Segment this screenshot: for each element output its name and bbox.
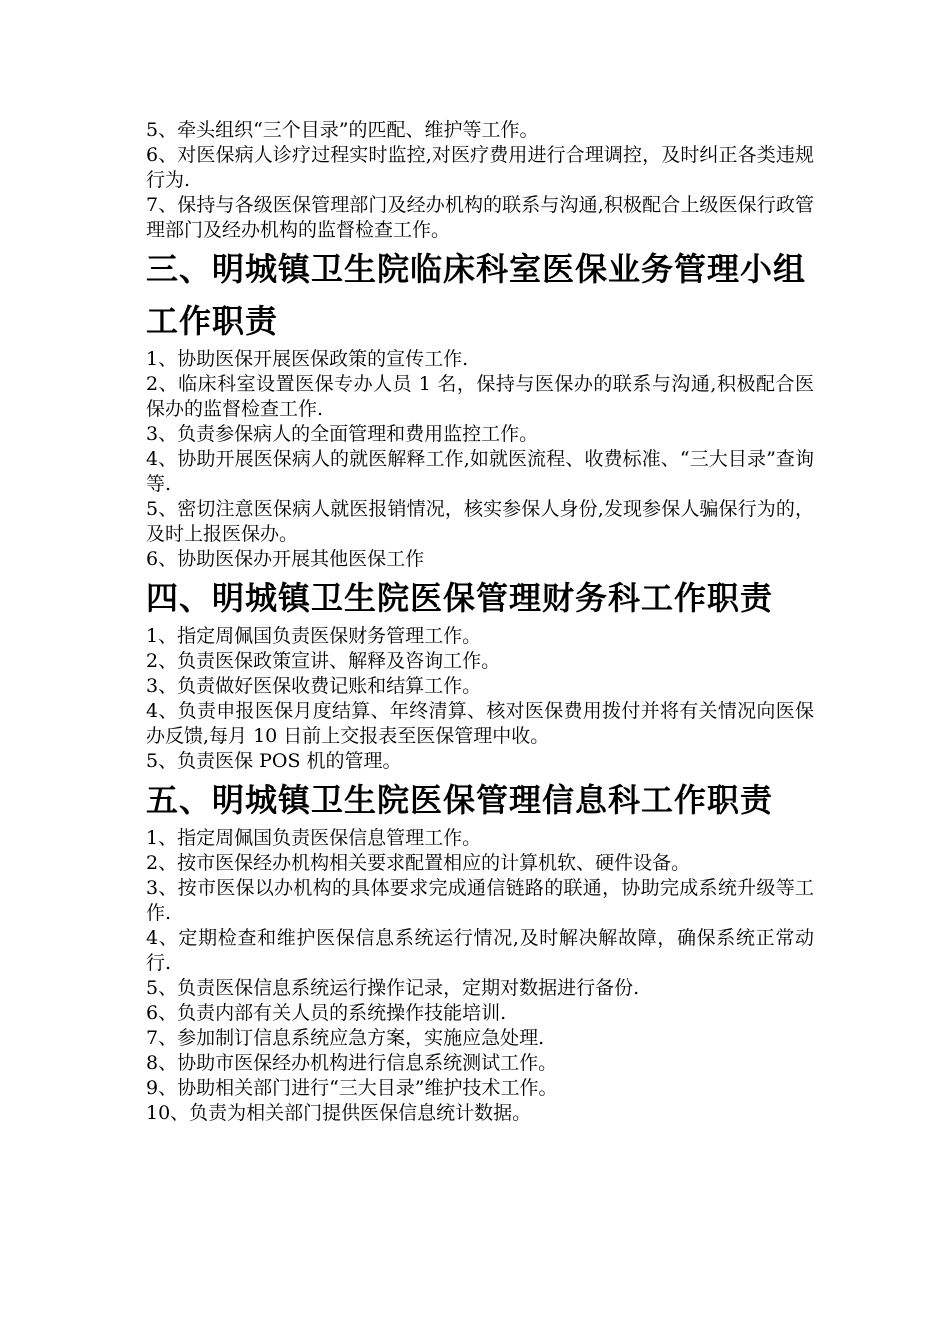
list-item: 4、定期检查和维护医保信息系统运行情况,及时解决解故障，确保系统正常动行. bbox=[146, 927, 814, 974]
list-item: 3、负责参保病人的全面管理和费用监控工作。 bbox=[146, 423, 539, 445]
list-item: 2、临床科室设置医保专办人员 1 名，保持与医保办的联系与沟通,积极配合医保办的监督检查工作. bbox=[146, 373, 814, 420]
list-item: 5、负责医保信息系统运行操作记录，定期对数据进行备份. bbox=[146, 977, 640, 999]
list-item: 2、负责医保政策宣讲、解释及咨询工作。 bbox=[146, 650, 501, 672]
list-item: 9、协助相关部门进行“三大目录”维护技术工作。 bbox=[146, 1077, 558, 1099]
document-page bbox=[146, 118, 814, 1126]
list-item: 3、负责做好医保收费记账和结算工作。 bbox=[146, 675, 482, 697]
intro-item: 6、对医保病人诊疗过程实时监控,对医疗费用进行合理调控，及时纠正各类违规行为. bbox=[146, 144, 814, 191]
list-item: 4、负责申报医保月度结算、年终清算、核对医保费用拨付并将有关情况向医保办反馈,每月 10 日前上交报表至医保管理中收。 bbox=[146, 700, 814, 747]
list-item: 1、指定周佩国负责医保财务管理工作。 bbox=[146, 625, 482, 647]
list-item: 4、协助开展医保病人的就医解释工作,如就医流程、收费标准、“三大目录”查询等. bbox=[146, 448, 814, 495]
list-item: 2、按市医保经办机构相关要求配置相应的计算机软、硬件设备。 bbox=[146, 852, 691, 874]
list-item: 7、参加制订信息系统应急方案，实施应急处理. bbox=[146, 1027, 545, 1049]
list-item: 1、指定周佩国负责医保信息管理工作。 bbox=[146, 827, 482, 849]
intro-item: 5、牵头组织“三个目录”的匹配、维护等工作。 bbox=[146, 119, 539, 141]
list-item: 5、负责医保 POS 机的管理。 bbox=[146, 750, 402, 772]
section-heading: 四、明城镇卫生院医保管理财务科工作职责 bbox=[146, 579, 774, 617]
list-item: 1、协助医保开展医保政策的宣传工作. bbox=[146, 348, 469, 370]
list-item: 3、按市医保以办机构的具体要求完成通信链路的联通，协助完成系统升级等工作. bbox=[146, 877, 814, 924]
list-item: 10、负责为相关部门提供医保信息统计数据。 bbox=[146, 1102, 532, 1124]
section-heading: 五、明城镇卫生院医保管理信息科工作职责 bbox=[146, 781, 774, 819]
intro-item: 7、保持与各级医保管理部门及经办机构的联系与沟通,积极配合上级医保行政管理部门及经办机构的监督检查工作。 bbox=[146, 194, 814, 241]
list-item: 6、协助医保办开展其他医保工作 bbox=[146, 548, 425, 570]
list-item: 8、协助市医保经办机构进行信息系统测试工作。 bbox=[146, 1052, 558, 1074]
section-heading: 三、明城镇卫生院临床科室医保业务管理小组工作职责 bbox=[146, 250, 807, 340]
list-item: 6、负责内部有关人员的系统操作技能培训. bbox=[146, 1002, 507, 1024]
list-item: 5、密切注意医保病人就医报销情况，核实参保人身份,发现参保人骗保行为的，及时上报医保办。 bbox=[146, 498, 814, 545]
